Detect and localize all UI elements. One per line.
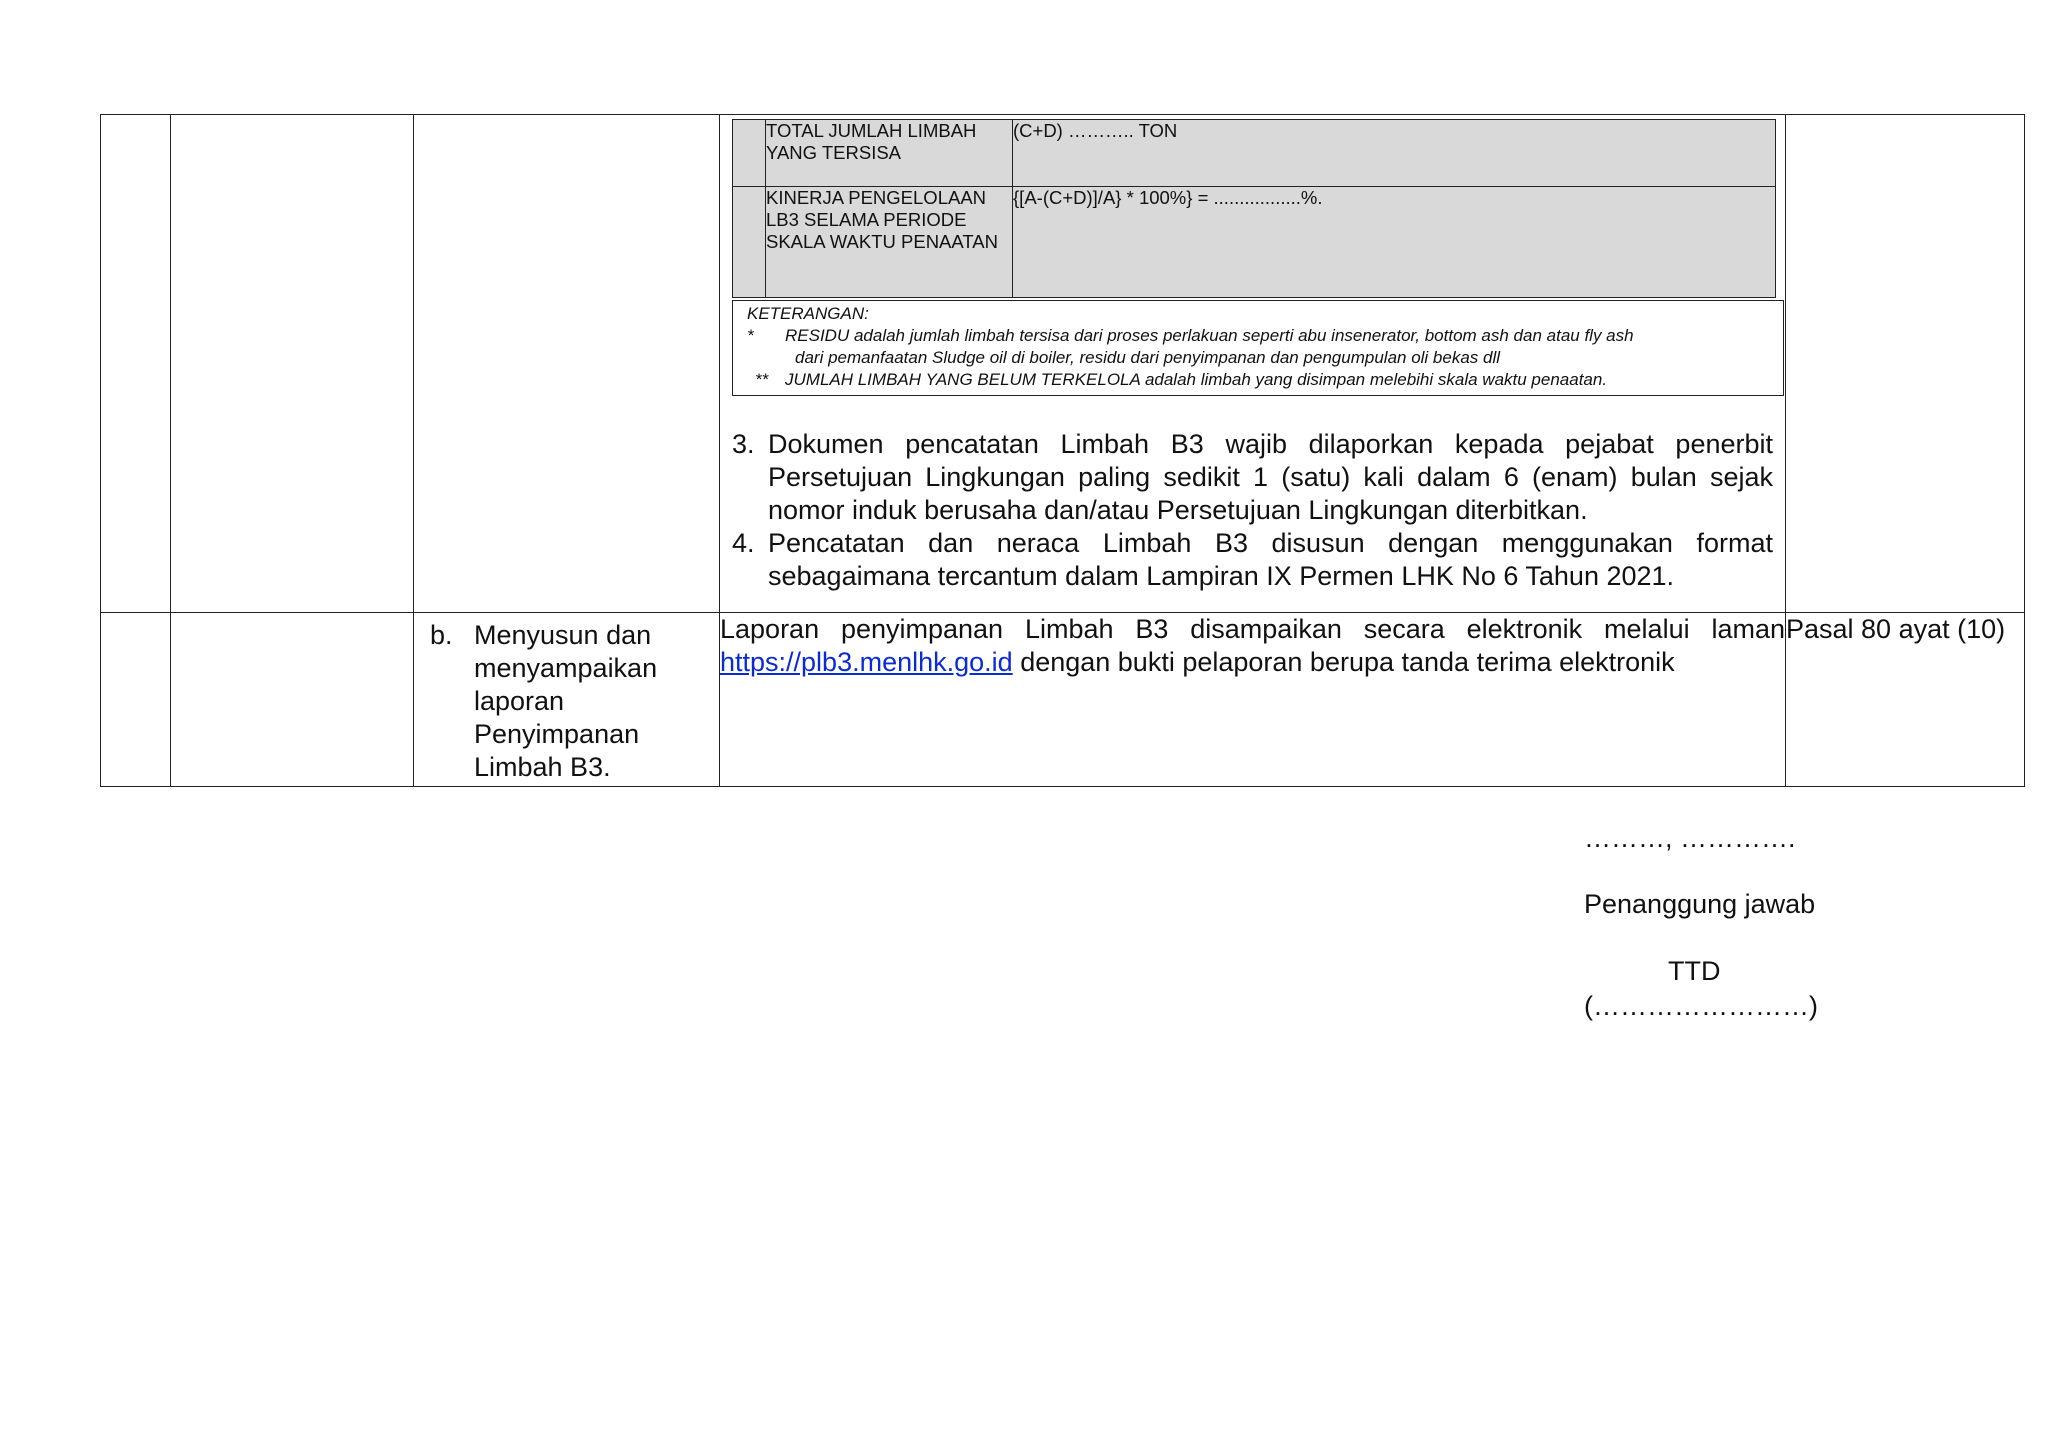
signatory-role: Penanggung jawab <box>1584 889 1816 919</box>
regulation-reference: Pasal 80 ayat (10) <box>1786 613 2025 787</box>
waste-balance-table <box>732 119 1776 298</box>
notes-box <box>732 300 1784 396</box>
obligation-text: Menyusun dan menyampaikan laporan Penyimpanan Limbah B3. <box>474 620 658 782</box>
blank-cell <box>733 120 766 187</box>
note-marker: ** <box>755 370 769 389</box>
description-cell <box>720 613 1786 787</box>
note-marker: * <box>747 326 754 345</box>
table-row <box>101 613 2025 787</box>
numbered-paragraphs <box>732 428 1773 593</box>
paragraph-text: Pencatatan dan neraca Limbah B3 disusun dengan menggunakan format sebagaimana tercantum dalam Lampiran IX Permen LHK No 6 Tahun 2021. <box>768 528 1773 591</box>
empty-cell <box>414 115 720 613</box>
note-text: RESIDU adalah jumlah limbah tersisa dari proses perlakuan seperti abu insenerator, bottom ash dan atau fly ash <box>785 326 1634 345</box>
notes-heading: KETERANGAN: <box>747 304 869 323</box>
description-text: dengan bukti pelaporan berupa tanda terima elektronik <box>1012 647 1675 677</box>
signature-mark: TTD <box>1668 956 1721 986</box>
blank-cell <box>733 187 766 298</box>
performance-formula: {[A-(C+D)]/A} * 100%} = .................%. <box>1013 187 1776 298</box>
paragraph-number: 4. <box>732 528 755 558</box>
note-item <box>747 369 1777 391</box>
empty-cell <box>1786 115 2025 613</box>
description-cell <box>720 115 1786 613</box>
plb3-link[interactable]: https://plb3.menlhk.go.id <box>720 647 1013 677</box>
note-text: JUMLAH LIMBAH YANG BELUM TERKELOLA adalah limbah yang disimpan melebihi skala waktu penaatan. <box>785 370 1608 389</box>
empty-cell <box>171 115 414 613</box>
inner-table-row <box>733 187 1776 298</box>
empty-cell <box>101 613 171 787</box>
item-letter: b. <box>430 620 453 650</box>
paragraph-item <box>732 527 1773 593</box>
empty-cell <box>101 115 171 613</box>
paragraph-number: 3. <box>732 429 755 459</box>
empty-cell <box>171 613 414 787</box>
total-remaining-value: (C+D) ……….. TON <box>1013 120 1776 187</box>
inner-table-row <box>733 120 1776 187</box>
paragraph-item <box>732 428 1773 527</box>
requirements-table-section <box>100 114 2024 788</box>
obligation-cell <box>414 613 720 787</box>
note-item <box>747 325 1777 347</box>
table-row <box>101 115 2025 613</box>
paragraph-text: Dokumen pencatatan Limbah B3 wajib dilaporkan kepada pejabat penerbit Persetujuan Lingkungan paling sedikit 1 (satu) kali dalam 6 (enam) bulan sejak nomor induk berusaha dan/atau Persetujuan Lingkungan diterbitkan. <box>768 429 1773 525</box>
place-date: ………, …………. <box>1584 823 1796 853</box>
signatory-name: (……………………) <box>1584 991 1818 1021</box>
total-remaining-label: TOTAL JUMLAH LIMBAH YANG TERSISA <box>766 120 1013 187</box>
requirements-table <box>100 114 2025 787</box>
note-text-continued: dari pemanfaatan Sludge oil di boiler, residu dari penyimpanan dan pengumpulan oli bekas dll <box>795 348 1501 367</box>
performance-label: KINERJA PENGELOLAAN LB3 SELAMA PERIODE SKALA WAKTU PENAATAN <box>766 187 1013 298</box>
description-text: Laporan penyimpanan Limbah B3 disampaikan secara elektronik melalui laman <box>720 614 1785 644</box>
